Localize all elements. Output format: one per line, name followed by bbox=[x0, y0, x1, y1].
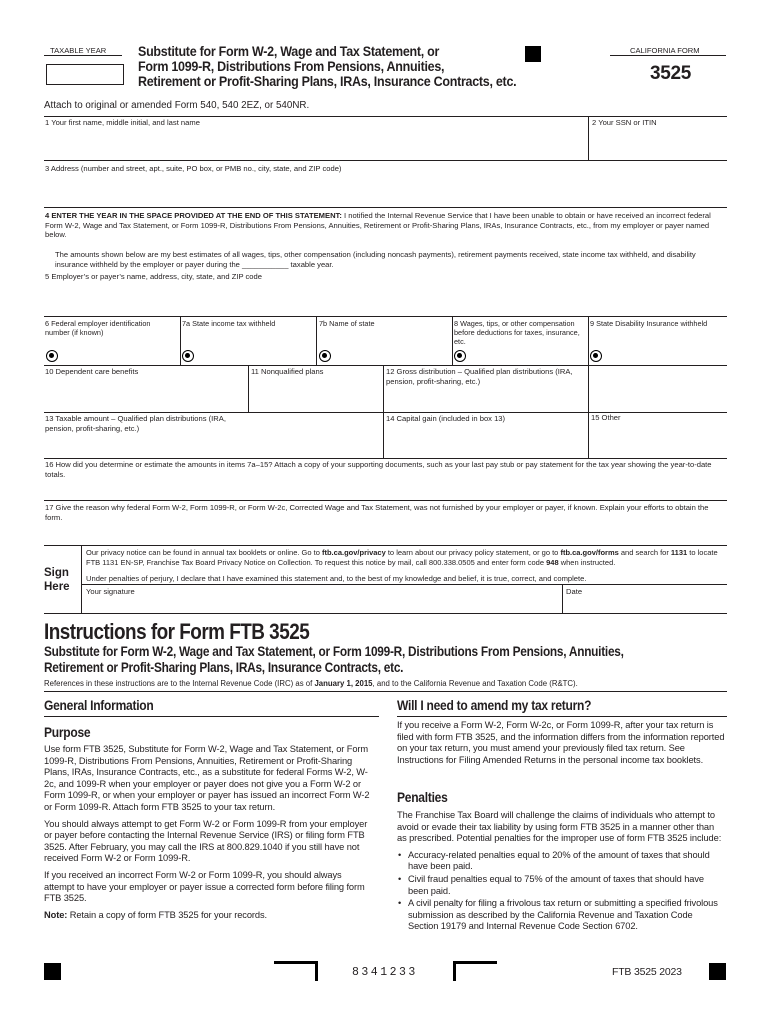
california-form-label: CALIFORNIA FORM bbox=[630, 46, 700, 55]
privacy-notice: Our privacy notice can be found in annual tax booklets or online. Go to ftb.ca.gov/privacy to learn about our privacy policy statement, or go to ftb.ca.gov/forms and search for 1131 to locate FTB 1131 EN-SP, Franchise Tax Board Privacy Notice on Collection. To request this notice by mail, call 800.338.0505 and enter form code 948 when instructed. bbox=[86, 548, 718, 567]
taxable-year-input[interactable] bbox=[46, 64, 124, 85]
footer-form-id: FTB 3525 2023 bbox=[612, 966, 682, 978]
penalties-heading: Penalties bbox=[397, 789, 448, 805]
field-17-label: 17 Give the reason why federal Form W-2, Form 1099-R, or Form W-2c, Corrected Wage and Tax Statement, was not furnished by your employer or payer, if known. Explain your efforts to obtain the form. bbox=[45, 503, 709, 522]
footer-bracket-left bbox=[274, 961, 318, 981]
amend-text: If you receive a Form W-2, Form W-2c, or Form 1099-R, after your tax return is filed with form FTB 3525, and the information differs from the information reported on your tax return, you must amend your previously filed tax return. See Instructions for Filing Amended Returns in the personal income tax booklets. bbox=[397, 720, 725, 765]
field-7b-label: 7b Name of state bbox=[319, 319, 375, 328]
instructions-title: Instructions for Form FTB 3525 bbox=[44, 619, 310, 644]
form-number: 3525 bbox=[650, 63, 692, 84]
field-4-amounts-statement: The amounts shown below are my best estimates of all wages, tips, other compensation (including noncash payments), retirement payments received, state income tax withheld, and disability insurance withheld by the employer or payer during the ___________ taxable year. bbox=[55, 250, 696, 269]
field-16-label: 16 How did you determine or estimate the amounts in items 7a–15? Attach a copy of your supporting documents, such as your last pay stub or pay statement for the tax year showing the year-to-date totals. bbox=[45, 460, 712, 479]
amend-heading: Will I need to amend my tax return? bbox=[397, 697, 592, 713]
registration-mark-bottom-left bbox=[44, 963, 61, 980]
general-information-heading: General Information bbox=[44, 697, 154, 713]
registration-mark-bottom-right bbox=[709, 963, 726, 980]
employer-input[interactable] bbox=[45, 283, 725, 313]
field-14-label: 14 Capital gain (included in box 13) bbox=[386, 414, 506, 423]
field-7a-label: 7a State income tax withheld bbox=[182, 319, 276, 328]
field-11-label: 11 Nonqualified plans bbox=[251, 367, 324, 376]
date-input[interactable] bbox=[566, 597, 724, 611]
form-title: Substitute for Form W-2, Wage and Tax Statement, or Form 1099-R, Distributions From Pensions, Annuities, Retirement or Profit-Sharing Plans, IRAs, Insurance Contracts, etc. bbox=[138, 44, 517, 90]
field-7a-radio[interactable] bbox=[182, 350, 194, 362]
field-6-fein-label: 6 Federal employer identification number (if known) bbox=[45, 319, 151, 337]
footer-bracket-right bbox=[453, 961, 497, 981]
penalty-item: • A civil penalty for filing a frivolous tax return or submitting a specified frivolous submission as described by the California Revenue and Taxation Code Section 19179 and Internal Revenue Code Section 6702. bbox=[397, 898, 725, 933]
field-7b-radio[interactable] bbox=[319, 350, 331, 362]
field-3-address-label: 3 Address (number and street, apt., suite, PO box, or PMB no., city, state, and ZIP code) bbox=[45, 164, 342, 173]
name-input[interactable] bbox=[45, 128, 585, 158]
field-9-label: 9 State Disability Insurance withheld bbox=[590, 319, 708, 328]
field-9-radio[interactable] bbox=[590, 350, 602, 362]
penalties-list bbox=[397, 850, 725, 933]
penalties-text: The Franchise Tax Board will challenge the claims of individuals who attempt to avoid or evade their tax liability by using form FTB 3525 in a manner other than as prescribed. Potential penalties for the improper use of form FTB 3525 include: • Accuracy-related penalties equal to 20% of the amount of taxes that should have been paid. • Civil fraud penalties equal to 75% of the amount of taxes that should have been paid. • A civil penalty for filing a frivolous tax return or submitting a specified frivolous submission as described by the California Revenue and Taxation Code Section 19179 and Internal Revenue Code Section 6702. bbox=[397, 810, 725, 934]
field-2-ssn-label: 2 Your SSN or ITIN bbox=[592, 118, 657, 127]
field-13-label: 13 Taxable amount – Qualified plan distributions (IRA, pension, profit-sharing, etc.) bbox=[45, 414, 226, 433]
address-input[interactable] bbox=[45, 174, 725, 204]
field-6-radio[interactable] bbox=[46, 350, 58, 362]
field-8-radio[interactable] bbox=[454, 350, 466, 362]
barcode-number: 8341233 bbox=[352, 966, 418, 979]
field-4-statement: 4 ENTER THE YEAR IN THE SPACE PROVIDED AT THE END OF THIS STATEMENT: I notified the Internal Revenue Service that I have been unable to obtain or have received an incorrect federal Form W-2, Wage and Tax Statement, or Form 1099-R, Distributions From Pensions, Annuities, Retirement or Profit-Sharing Plans, IRAs, Insurance Contracts, etc., from my employer or payer named below. bbox=[45, 211, 711, 240]
sign-here-label: Sign Here bbox=[44, 567, 70, 593]
registration-mark-top bbox=[525, 46, 541, 62]
field-17-input[interactable] bbox=[45, 524, 725, 544]
ssn-input[interactable] bbox=[592, 128, 724, 158]
attach-note: Attach to original or amended Form 540, 540 2EZ, or 540NR. bbox=[44, 100, 310, 111]
signature-label: Your signature bbox=[86, 587, 135, 596]
field-5-employer-label: 5 Employer’s or payer’s name, address, city, state, and ZIP code bbox=[45, 272, 262, 281]
signature-input[interactable] bbox=[86, 597, 558, 611]
taxable-year-label: TAXABLE YEAR bbox=[50, 46, 107, 55]
field-16-input[interactable] bbox=[45, 480, 725, 497]
field-15-label: 15 Other bbox=[591, 413, 621, 422]
purpose-heading: Purpose bbox=[44, 724, 91, 740]
instructions-subtitle: Substitute for Form W-2, Wage and Tax Statement, or Form 1099-R, Distributions From Pensions, Annuities, Retirement or Profit-Sharing Plans, IRAs, Insurance Contracts, etc. bbox=[44, 644, 624, 675]
penalty-item: • Civil fraud penalties equal to 75% of the amount of taxes that should have been paid. bbox=[397, 874, 725, 897]
field-12-label: 12 Gross distribution – Qualified plan distributions (IRA, pension, profit-sharing, etc.) bbox=[386, 367, 573, 386]
penalty-item: • Accuracy-related penalties equal to 20% of the amount of taxes that should have been paid. bbox=[397, 850, 725, 873]
references-note: References in these instructions are to the Internal Revenue Code (IRC) as of January 1, 2015, and to the California Revenue and Taxation Code (R&TC). bbox=[44, 679, 578, 688]
date-label: Date bbox=[566, 587, 583, 596]
field-1-name-label: 1 Your first name, middle initial, and last name bbox=[45, 118, 200, 127]
field-8-label: 8 Wages, tips, or other compensation before deductions for taxes, insurance, etc. bbox=[454, 319, 580, 346]
perjury-statement: Under penalties of perjury, I declare that I have examined this statement and, to the best of my knowledge and belief, it is true, correct, and complete. bbox=[86, 574, 587, 583]
purpose-text: Use form FTB 3525, Substitute for Form W-2, Wage and Tax Statement, or Form 1099-R, Distributions From Pensions, Annuities, Retirement or Profit-Sharing Plans, IRAs, Insurance Contracts, etc., as a substitute for federal Forms W-2, W-2c, and 1099-R when your employer or payer does not give you a Form W-2 or Form 1099-R, or when your employer or payer has issued an incorrect Form W-2 or Form 1099-R. Attach form FTB 3525 to your tax return. You should always attempt to get Form W-2 or Form 1099-R from your employer or payer before contacting the Internal Revenue Service (IRS) or filing form FTB 3525. After February, you may call the IRS at 800.829.1040 if you still have not received Form W-2 or Form 1099-R. If you received an incorrect Form W-2 or Form 1099-R, you should always attempt to have your employer or payer issue a corrected form before filing form FTB 3525. Note: Retain a copy of form FTB 3525 for your records. bbox=[44, 744, 370, 920]
field-10-label: 10 Dependent care benefits bbox=[45, 367, 139, 376]
